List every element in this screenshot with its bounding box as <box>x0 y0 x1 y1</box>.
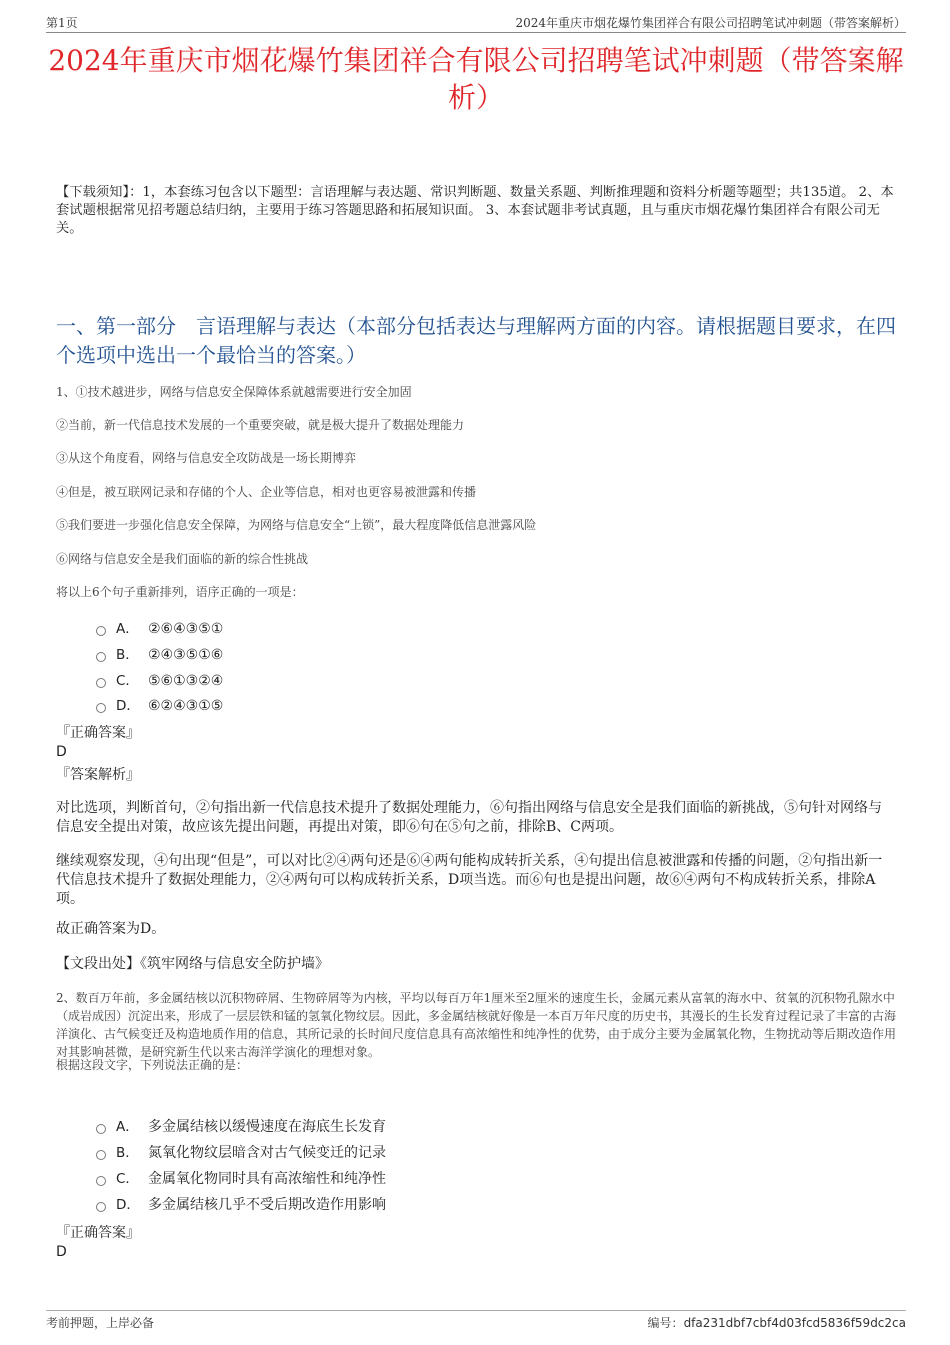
option-label: C． <box>116 1171 139 1187</box>
document-title: 2024年重庆市烟花爆竹集团祥合有限公司招聘笔试冲刺题（带答案解析） <box>48 44 904 114</box>
footer-slogan: 考前押题，上岸必备 <box>46 1316 155 1330</box>
option-text: ⑥②④③①⑤ <box>148 698 224 714</box>
radio-icon[interactable] <box>96 703 106 713</box>
page-number: 第1页 <box>46 16 78 30</box>
option-label: D． <box>116 1197 140 1213</box>
radio-icon[interactable] <box>96 1202 106 1212</box>
q1-sentence-2: ②当前，新一代信息技术发展的一个重要突破，就是极大提升了数据处理能力 <box>56 418 465 432</box>
section-heading: 一、第一部分 言语理解与表达（本部分包括表达与理解两方面的内容。请根据题目要求，在四个选项中选出一个最恰当的答案。） <box>56 314 896 367</box>
footer-code <box>648 1314 906 1331</box>
q1-sentence-6: ⑥网络与信息安全是我们面临的新的综合性挑战 <box>56 552 309 566</box>
option-label: A． <box>116 621 139 637</box>
header-divider <box>46 32 906 33</box>
q1-question: 将以上6个句子重新排列，语序正确的一项是： <box>56 585 304 599</box>
q2-option-c[interactable] <box>96 1169 386 1189</box>
footer-code-label: 编号： <box>647 1316 684 1330</box>
option-label: B． <box>116 1145 139 1161</box>
radio-icon[interactable] <box>96 1176 106 1186</box>
q2-option-b[interactable] <box>96 1143 386 1163</box>
q1-option-c[interactable] <box>96 671 223 691</box>
q2-option-a[interactable] <box>96 1117 386 1137</box>
radio-icon[interactable] <box>96 1124 106 1134</box>
footer-divider <box>46 1310 906 1311</box>
q1-analysis-paragraph-1: 对比选项，判断首句，②句指出新一代信息技术提升了数据处理能力，⑥句指出网络与信息安全是我们面临的新挑战，⑤句针对网络与信息安全提出对策，故应该先提出问题，再提出对策，即⑥句在⑤句之前，排除B、C两项。 <box>56 800 882 835</box>
q1-answer-heading: 『正确答案』 <box>56 725 140 741</box>
q1-sentence-3: ③从这个角度看，网络与信息安全攻防战是一场长期博弈 <box>56 451 357 465</box>
option-text: ⑤⑥①③②④ <box>148 673 224 689</box>
q1-analysis-conclusion: 故正确答案为D。 <box>56 921 166 937</box>
q1-analysis-paragraph-2: 继续观察发现，④句出现“但是”，可以对比②④两句还是⑥④两句能构成转折关系，④句提出信息被泄露和传播的问题，②句指出新一代信息技术提升了数据处理能力，②④两句可以构成转折关系，D项当选。而⑥句也是提出问题，故⑥④两句不构成转折关系，排除A项。 <box>56 853 883 907</box>
q1-sentence-1: 1、①技术越进步，网络与信息安全保障体系就越需要进行安全加固 <box>56 385 412 399</box>
option-text: ②⑥④③⑤① <box>148 621 224 637</box>
q1-option-d[interactable] <box>96 696 223 716</box>
footer-code-value: dfa231dbf7cbf4d03fcd5836f59dc2ca <box>683 1316 906 1330</box>
option-label: C． <box>116 673 139 689</box>
option-text: 氮氧化物纹层暗含对古气候变迁的记录 <box>148 1145 386 1161</box>
q2-question: 根据这段文字，下列说法正确的是： <box>56 1058 249 1072</box>
download-notice: 【下载须知】：1，本套练习包含以下题型：言语理解与表达题、常识判断题、数量关系题、判断推理题和资料分析题等题型；共135道。 2、本套试题根据常见招考题总结归纳，主要用于练习答题思路和拓展知识面。 3、本套试题非考试真题，且与重庆市烟花爆竹集团祥合有限公司无关。 <box>56 185 894 236</box>
q1-sentence-4: ④但是，被互联网记录和存储的个人、企业等信息，相对也更容易被泄露和传播 <box>56 485 477 499</box>
option-text: 金属氧化物同时具有高浓缩性和纯净性 <box>148 1171 386 1187</box>
radio-icon[interactable] <box>96 678 106 688</box>
q2-option-d[interactable] <box>96 1195 386 1215</box>
q2-answer-heading: 『正确答案』 <box>56 1225 140 1241</box>
q1-sentence-5: ⑤我们要进一步强化信息安全保障，为网络与信息安全“上锁”，最大程度降低信息泄露风险 <box>56 518 537 532</box>
option-label: A． <box>116 1119 139 1135</box>
radio-icon[interactable] <box>96 1150 106 1160</box>
q1-option-b[interactable] <box>96 645 223 665</box>
q2-stem: 2、数百万年前，多金属结核以沉积物碎屑、生物碎屑等为内核，平均以每百万年1厘米至2厘米的速度生长，金属元素从富氧的海水中、贫氧的沉积物孔隙水中（成岩成因）沉淀出来，形成了一层层铁和锰的氢氧化物纹层。因此，多金属结核就好像是一本百万年尺度的历史书，其漫长的生长发育过程记录了丰富的古海洋演化、古气候变迁及构造地质作用的信息，其所记录的长时间尺度信息具有高浓缩性和纯净性的优势，由于成分主要为金属氧化物，生物扰动等后期改造作用对其影响甚微，是研究新生代以来古海洋学演化的理想对象。 <box>56 991 897 1059</box>
q1-option-a[interactable] <box>96 619 223 639</box>
q1-source: 【文段出处】《筑牢网络与信息安全防护墙》 <box>56 956 329 972</box>
q1-answer: D <box>56 744 67 760</box>
option-text: 多金属结核几乎不受后期改造作用影响 <box>148 1197 386 1213</box>
running-header-title: 2024年重庆市烟花爆竹集团祥合有限公司招聘笔试冲刺题（带答案解析） <box>515 16 906 30</box>
q1-analysis-heading: 『答案解析』 <box>56 767 140 783</box>
q2-answer: D <box>56 1244 67 1260</box>
radio-icon[interactable] <box>96 626 106 636</box>
option-text: ②④③⑤①⑥ <box>148 647 224 663</box>
option-text: 多金属结核以缓慢速度在海底生长发育 <box>148 1119 386 1135</box>
option-label: D． <box>116 698 140 714</box>
radio-icon[interactable] <box>96 652 106 662</box>
option-label: B． <box>116 647 139 663</box>
